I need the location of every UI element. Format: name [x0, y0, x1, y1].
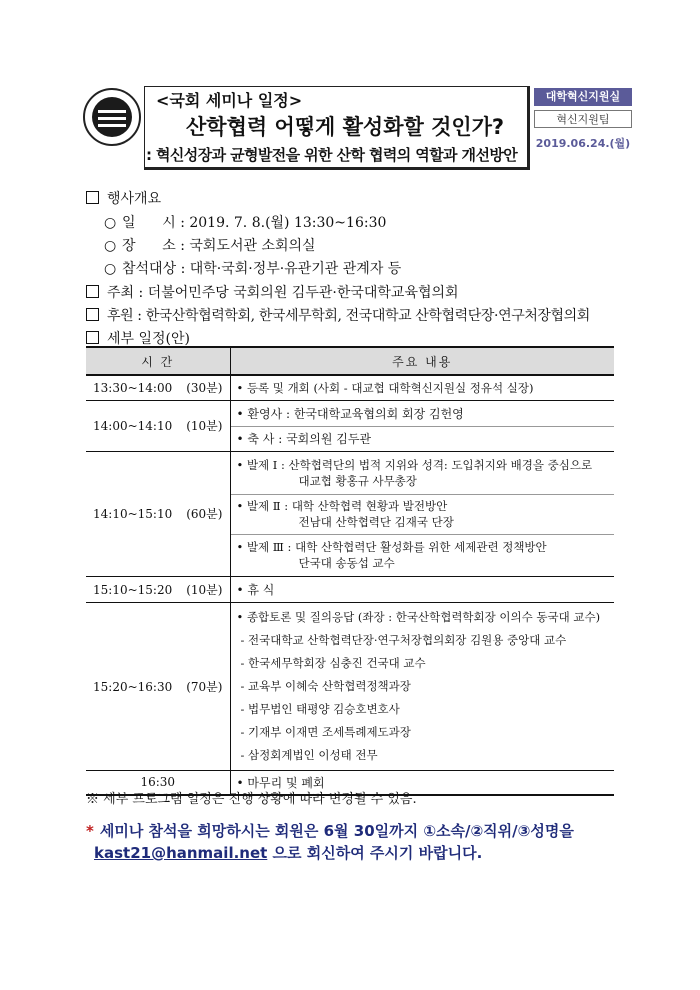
table-row: [86, 576, 614, 602]
attendees-label: 참석대상: [122, 261, 177, 277]
contact-email-link[interactable]: kast21@hanmail.net: [94, 844, 268, 862]
panel-member: - 삼정회계법인 이성태 전무: [240, 747, 378, 762]
time-cell: 16:30: [86, 770, 230, 795]
sponsor-line: [86, 305, 590, 325]
university-council-seal-icon: [83, 88, 141, 146]
panel-member: - 전국대학교 산학협력단장·연구처장협의회장 김원용 중앙대 교수: [240, 632, 567, 647]
place-value: : 국회도서관 소회의실: [180, 238, 316, 254]
content-cell: • 마무리 및 폐회: [230, 770, 614, 795]
content-cell: • 축 사 : 국회의원 김두관: [230, 426, 614, 451]
presentation-2-title: • 발제 Ⅱ : 대학 산학협력 현황과 발전방안: [236, 499, 448, 513]
schedule-change-note: ※ 세부 프로그램 일정은 진행 상황에 따라 변경될 수 있음.: [86, 792, 417, 807]
col-content-header: 주요 내용: [230, 347, 614, 375]
circle-bullet-icon: ○: [104, 238, 117, 254]
schedule-heading: 세부 일정(안): [107, 331, 190, 347]
content-cell: [230, 602, 614, 770]
attendees-line: [104, 258, 401, 278]
schedule-table: [86, 346, 614, 796]
discussion-lead: • 종합토론 및 질의응답 (좌장 : 한국산학협력학회장 이의수 동국대 교수): [236, 609, 601, 624]
place-label: 장 소: [122, 238, 176, 254]
request-text-1: 세미나 참석을 희망하시는 회원은 6월 30일까지 ①소속/②직위/③성명을: [99, 822, 574, 840]
presentation-3-title: • 발제 Ⅲ : 대학 산학협력단 활성화를 위한 세제관련 정책방안: [236, 540, 547, 554]
host-text: 주최 : 더불어민주당 국회의원 김두관·한국대학교육협의회: [107, 285, 459, 301]
presentation-2-speaker: 전남대 산학협력단 김재국 단장: [298, 515, 454, 529]
overview-heading-line: [86, 188, 161, 208]
date-line: [104, 212, 386, 232]
asterisk-mark: *: [86, 822, 94, 840]
time-cell: 15:10~15:20 (10분): [86, 576, 230, 602]
panel-member: - 한국세무학회장 심충진 건국대 교수: [240, 655, 426, 670]
table-row: [86, 602, 614, 770]
host-line: [86, 282, 459, 302]
place-line: [104, 235, 316, 255]
content-cell: • 휴 식: [230, 576, 614, 602]
seminar-tagline: : 혁신성장과 균형발전을 위한 산학 협력의 역할과 개선방안: [146, 146, 518, 164]
seminar-subtitle: <국회 세미나 일정>: [156, 91, 303, 110]
schedule-heading-line: [86, 328, 190, 348]
presentation-1-title: • 발제 Ⅰ : 산학협력단의 법적 지위와 성격: 도입취지와 배경을 중심으로: [236, 457, 593, 472]
content-cell: • 환영사 : 한국대학교육협의회 회장 김헌영: [230, 400, 614, 426]
content-cell: [230, 534, 614, 576]
attendees-value: : 대학·국회·정부·유관기관 관계자 등: [180, 261, 402, 277]
table-row: [86, 451, 614, 494]
content-cell: [230, 451, 614, 494]
org-label: 대학혁신지원실: [534, 88, 632, 106]
square-bullet-icon: [86, 331, 99, 344]
panel-member: - 기재부 이재면 조세특례제도과장: [240, 724, 411, 739]
table-row: [86, 375, 614, 400]
time-cell: 14:10~15:10 (60분): [86, 451, 230, 576]
table-row: [86, 400, 614, 426]
seminar-title: 산학협력 어떻게 활성화할 것인가?: [186, 115, 505, 139]
overview-heading: 행사개요: [107, 191, 162, 207]
col-time-header: 시 간: [86, 347, 230, 375]
circle-bullet-icon: ○: [104, 261, 117, 277]
request-line-2: [94, 842, 482, 863]
presentation-1-speaker: 대교협 황홍규 사무총장: [298, 473, 417, 488]
table-header-row: [86, 347, 614, 375]
date-value: : 2019. 7. 8.(월) 13:30~16:30: [180, 215, 387, 231]
panel-member: - 법무법인 태평양 김승호변호사: [240, 701, 400, 716]
time-cell: 14:00~14:10 (10분): [86, 400, 230, 451]
date-label: 일 시: [122, 215, 176, 231]
request-text-2: 으로 회신하여 주시기 바랍니다.: [267, 844, 483, 862]
content-cell: • 등록 및 개회 (사회 - 대교협 대학혁신지원실 정유석 실장): [230, 375, 614, 400]
presentation-3-speaker: 단국대 송동섭 교수: [298, 556, 395, 570]
square-bullet-icon: [86, 308, 99, 321]
sponsor-text: 후원 : 한국산학협력학회, 한국세무학회, 전국대학교 산학협력단장·연구처장협의회: [107, 308, 590, 324]
time-cell: 15:20~16:30 (70분): [86, 602, 230, 770]
request-line-1: [86, 820, 574, 841]
content-cell: [230, 494, 614, 534]
panel-member: - 교육부 이혜숙 산학협력정책과장: [240, 678, 411, 693]
square-bullet-icon: [86, 285, 99, 298]
square-bullet-icon: [86, 191, 99, 204]
document-date: 2019.06.24.(월): [535, 137, 631, 150]
time-cell: 13:30~14:00 (30분): [86, 375, 230, 400]
team-label: 혁신지원팀: [534, 110, 632, 128]
circle-bullet-icon: ○: [104, 215, 117, 231]
